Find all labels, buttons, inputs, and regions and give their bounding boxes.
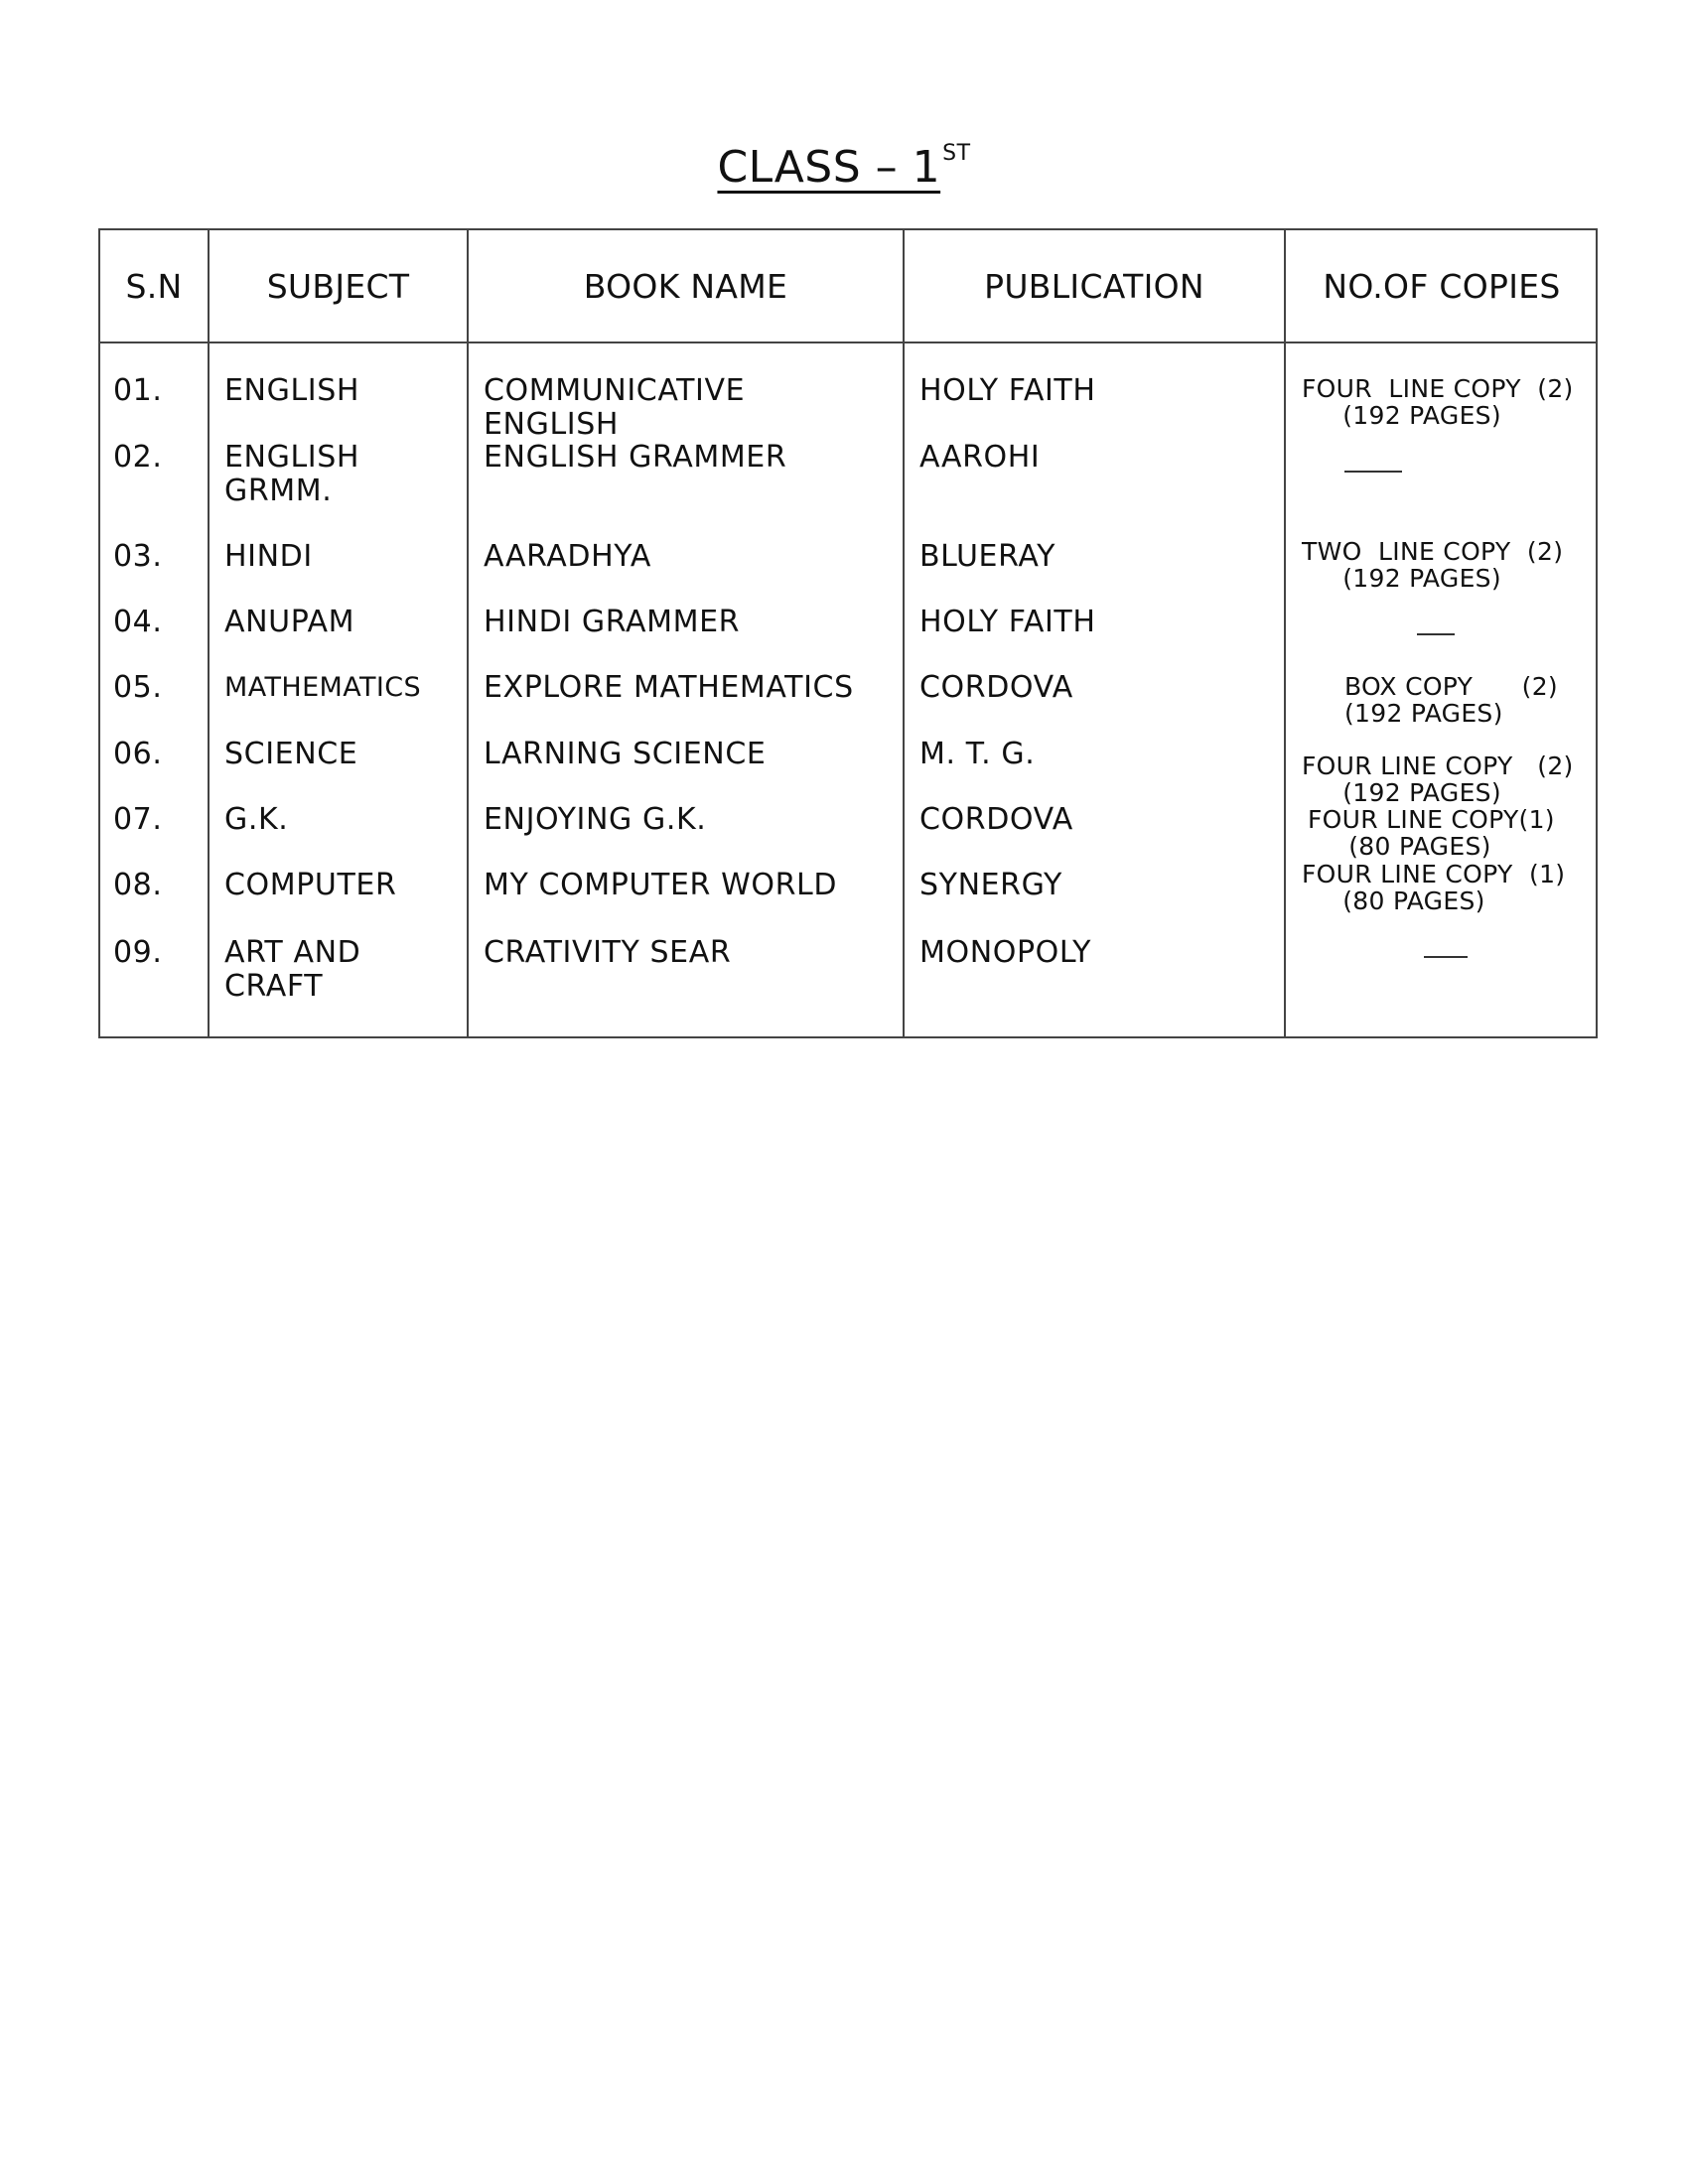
row-sn: 04. bbox=[113, 605, 163, 639]
row-sn: 07. bbox=[113, 802, 163, 837]
column-divider bbox=[1284, 230, 1286, 1036]
row-publication: HOLY FAITH bbox=[919, 605, 1096, 639]
row-sn: 02. bbox=[113, 440, 163, 475]
copies-entry: TWO LINE COPY (2) (192 PAGES) bbox=[1302, 537, 1564, 593]
row-subject: ANUPAM bbox=[224, 605, 355, 639]
copies-entry: BOX COPY (2) (192 PAGES) bbox=[1344, 672, 1558, 728]
row-publication: CORDOVA bbox=[919, 670, 1073, 705]
header-sn: S.N bbox=[125, 266, 183, 306]
row-sn: 06. bbox=[113, 737, 163, 771]
column-divider bbox=[467, 230, 469, 1036]
copies-entry: FOUR LINE COPY (2) (192 PAGES) bbox=[1302, 374, 1574, 430]
copies-entry: FOUR LINE COPY (2) (192 PAGES) bbox=[1302, 751, 1574, 807]
dash-placeholder bbox=[1417, 633, 1455, 635]
dash-placeholder bbox=[1424, 956, 1468, 958]
column-divider bbox=[903, 230, 905, 1036]
row-book-name: ENJOYING G.K. bbox=[484, 802, 707, 837]
row-publication: M. T. G. bbox=[919, 737, 1036, 771]
copies-entry: FOUR LINE COPY (1) (80 PAGES) bbox=[1302, 860, 1566, 915]
book-list-table bbox=[98, 228, 1598, 1038]
row-subject: G.K. bbox=[224, 802, 289, 837]
row-publication: CORDOVA bbox=[919, 802, 1073, 837]
row-publication: MONOPOLY bbox=[919, 935, 1092, 970]
row-subject: ART AND CRAFT bbox=[224, 935, 361, 1004]
header-divider bbox=[100, 341, 1596, 343]
row-book-name: MY COMPUTER WORLD bbox=[484, 868, 838, 902]
row-subject: HINDI bbox=[224, 539, 313, 574]
row-sn: 03. bbox=[113, 539, 163, 574]
row-sn: 08. bbox=[113, 868, 163, 902]
row-publication: AAROHI bbox=[919, 440, 1041, 475]
header-no-of-copies: NO.OF COPIES bbox=[1323, 266, 1561, 306]
row-subject: MATHEMATICS bbox=[224, 672, 422, 703]
row-sn: 05. bbox=[113, 670, 163, 705]
column-divider bbox=[208, 230, 210, 1036]
dash-placeholder bbox=[1344, 471, 1402, 473]
row-book-name: EXPLORE MATHEMATICS bbox=[484, 670, 854, 705]
row-publication: HOLY FAITH bbox=[919, 373, 1096, 408]
row-subject: ENGLISH GRMM. bbox=[224, 440, 360, 508]
row-subject: ENGLISH bbox=[224, 373, 360, 408]
copies-entry: FOUR LINE COPY(1) (80 PAGES) bbox=[1308, 805, 1555, 861]
header-subject: SUBJECT bbox=[266, 266, 410, 306]
row-subject: COMPUTER bbox=[224, 868, 397, 902]
header-publication: PUBLICATION bbox=[984, 266, 1204, 306]
row-book-name: LARNING SCIENCE bbox=[484, 737, 767, 771]
row-sn: 01. bbox=[113, 373, 163, 408]
row-book-name: ENGLISH GRAMMER bbox=[484, 440, 787, 475]
row-publication: SYNERGY bbox=[919, 868, 1062, 902]
row-subject: SCIENCE bbox=[224, 737, 358, 771]
title-superscript: ST bbox=[942, 141, 971, 166]
header-book-name: BOOK NAME bbox=[583, 266, 788, 306]
page-title bbox=[0, 141, 1688, 193]
row-publication: BLUERAY bbox=[919, 539, 1056, 574]
row-book-name: HINDI GRAMMER bbox=[484, 605, 741, 639]
row-sn: 09. bbox=[113, 935, 163, 970]
title-text: CLASS – 1 bbox=[717, 142, 941, 193]
row-book-name: COMMUNICATIVE ENGLISH bbox=[484, 373, 746, 442]
row-book-name: CRATIVITY SEAR bbox=[484, 935, 732, 970]
row-book-name: AARADHYA bbox=[484, 539, 652, 574]
